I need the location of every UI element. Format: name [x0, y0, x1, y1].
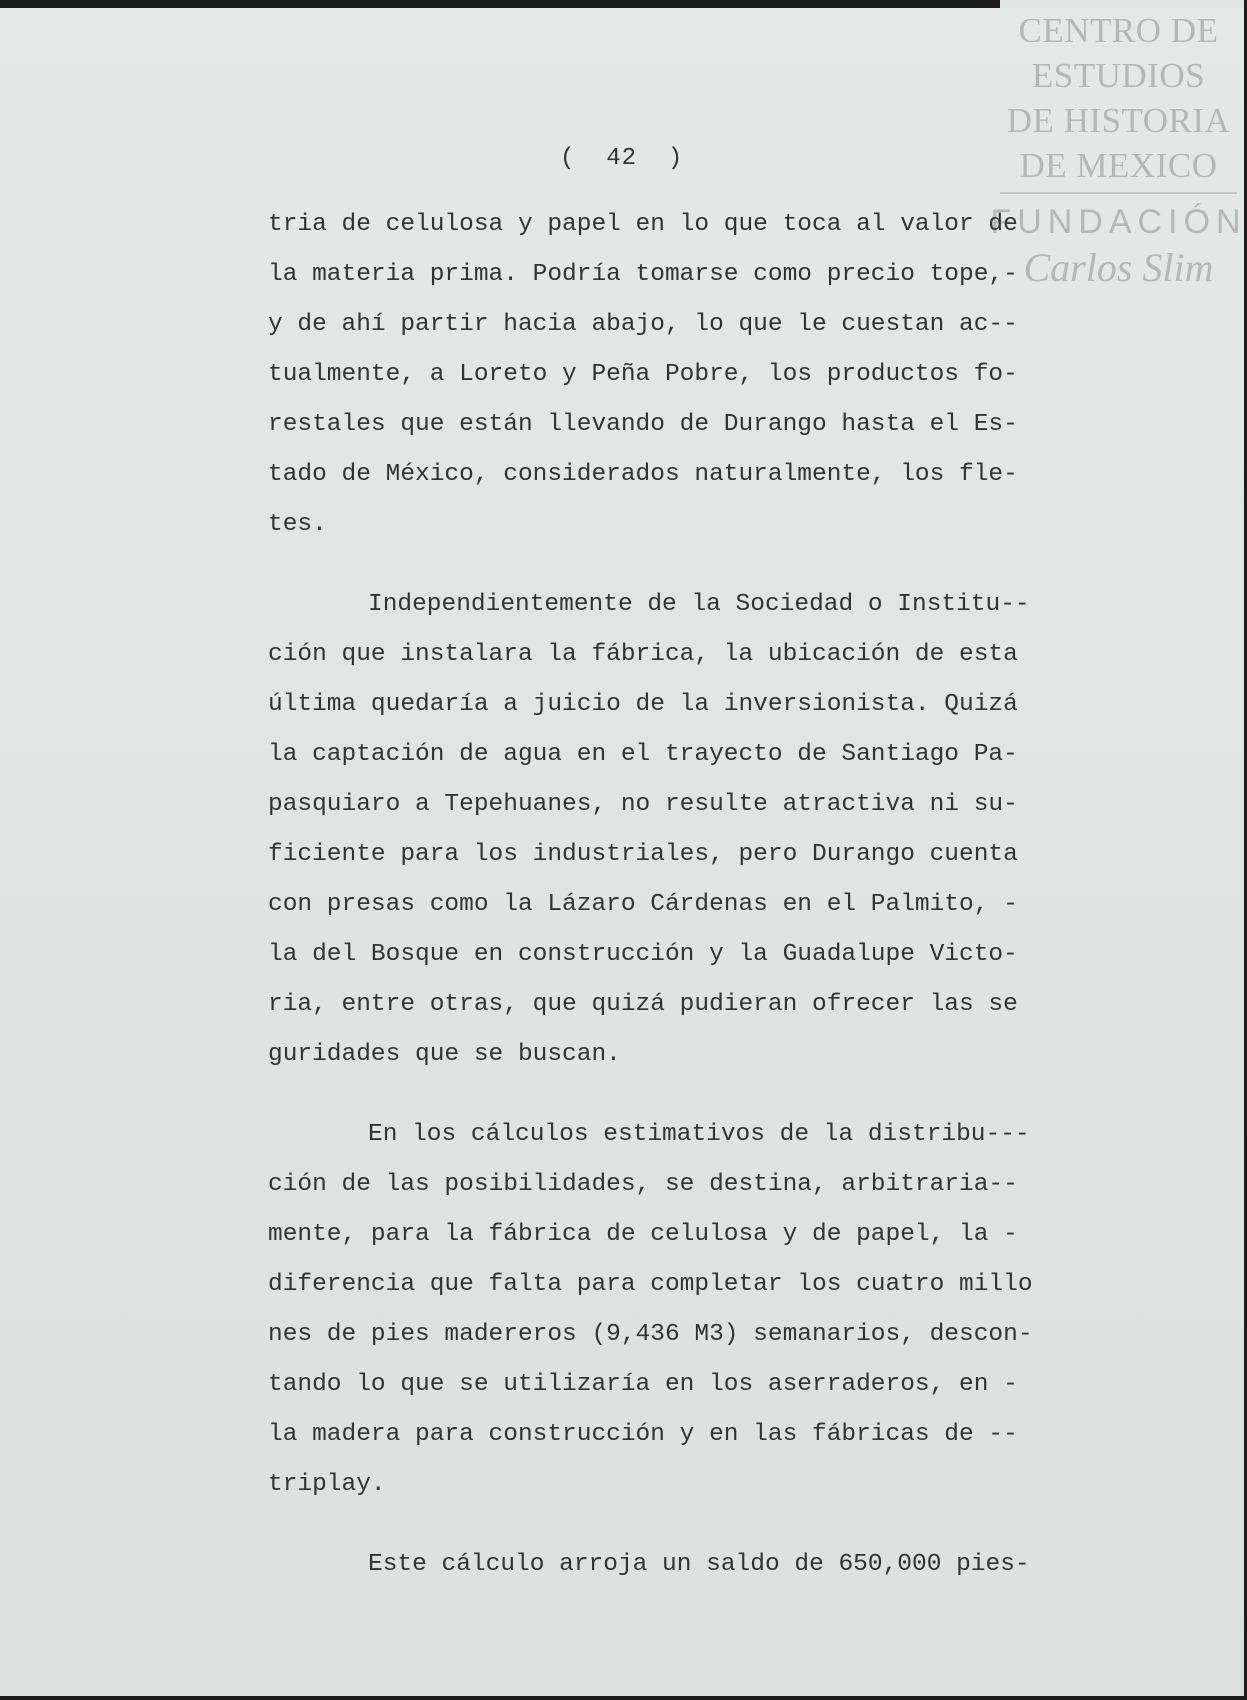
text-line: tualmente, a Loreto y Peña Pobre, los productos fo- — [268, 361, 1018, 388]
text-line: restales que están llevando de Durango hasta el Es- — [268, 411, 1018, 438]
paragraph-gap — [268, 550, 1138, 580]
text-line: ción que instalara la fábrica, la ubicación de esta — [268, 641, 1018, 668]
paragraph — [268, 1540, 1138, 1590]
text-line: última quedaría a juicio de la inversionista. Quizá — [268, 691, 1018, 718]
text-line: pasquiaro a Tepehuanes, no resulte atractiva ni su- — [268, 791, 1018, 818]
scan-frame-bottom — [0, 1696, 1247, 1700]
text-line: triplay. — [268, 1471, 386, 1498]
text-line: ficiente para los industriales, pero Durango cuenta — [268, 841, 1018, 868]
scan-frame-top — [0, 0, 1000, 8]
text-line: mente, para la fábrica de celulosa y de papel, la - — [268, 1221, 1018, 1248]
stamp-divider — [1000, 192, 1237, 194]
text-line: la madera para construcción y en las fábricas de -- — [268, 1421, 1018, 1448]
document-body — [268, 200, 1138, 1590]
stamp-line: ESTUDIOS — [1031, 56, 1206, 95]
stamp-line: CENTRO DE — [1018, 11, 1219, 50]
paragraph-gap — [268, 1080, 1138, 1110]
text-line: diferencia que falta para completar los cuatro millo — [268, 1271, 1033, 1298]
paragraph — [268, 580, 1138, 1080]
text-line: ria, entre otras, que quizá pudieran ofrecer las se — [268, 991, 1018, 1018]
text-line: tria de celulosa y papel en lo que toca al valor de — [268, 211, 1018, 238]
text-line: y de ahí partir hacia abajo, lo que le cuestan ac-- — [268, 311, 1018, 338]
text-line: tando lo que se utilizaría en los aserraderos, en - — [268, 1371, 1018, 1398]
text-line: la materia prima. Podría tomarse como precio tope,- — [268, 261, 1018, 288]
text-line: nes de pies madereros (9,436 M3) semanarios, descon- — [268, 1321, 1033, 1348]
paragraph — [268, 200, 1138, 550]
text-line: Independientemente de la Sociedad o Institu-- — [368, 591, 1030, 618]
paragraph — [268, 1110, 1138, 1510]
text-line: guridades que se buscan. — [268, 1041, 621, 1068]
text-line: tado de México, considerados naturalmente, los fle- — [268, 461, 1018, 488]
stamp-line: DE HISTORIA — [1006, 101, 1231, 140]
text-line: ción de las posibilidades, se destina, arbitraria-- — [268, 1171, 1018, 1198]
text-line: En los cálculos estimativos de la distribu--- — [368, 1121, 1030, 1148]
text-line: con presas como la Lázaro Cárdenas en el Palmito, - — [268, 891, 1018, 918]
page-number: ( 42 ) — [560, 145, 684, 172]
text-line: la captación de agua en el trayecto de Santiago Pa- — [268, 741, 1018, 768]
text-line: la del Bosque en construcción y la Guadalupe Victo- — [268, 941, 1018, 968]
text-line: tes. — [268, 511, 327, 538]
stamp-signature: Carlos Slim — [1023, 245, 1214, 290]
paragraph-gap — [268, 1510, 1138, 1540]
text-line: Este cálculo arroja un saldo de 650,000 pies- — [368, 1551, 1030, 1578]
stamp-line: DE MEXICO — [1019, 146, 1218, 185]
stamp-foundation: FUNDACIÓN — [990, 203, 1247, 241]
